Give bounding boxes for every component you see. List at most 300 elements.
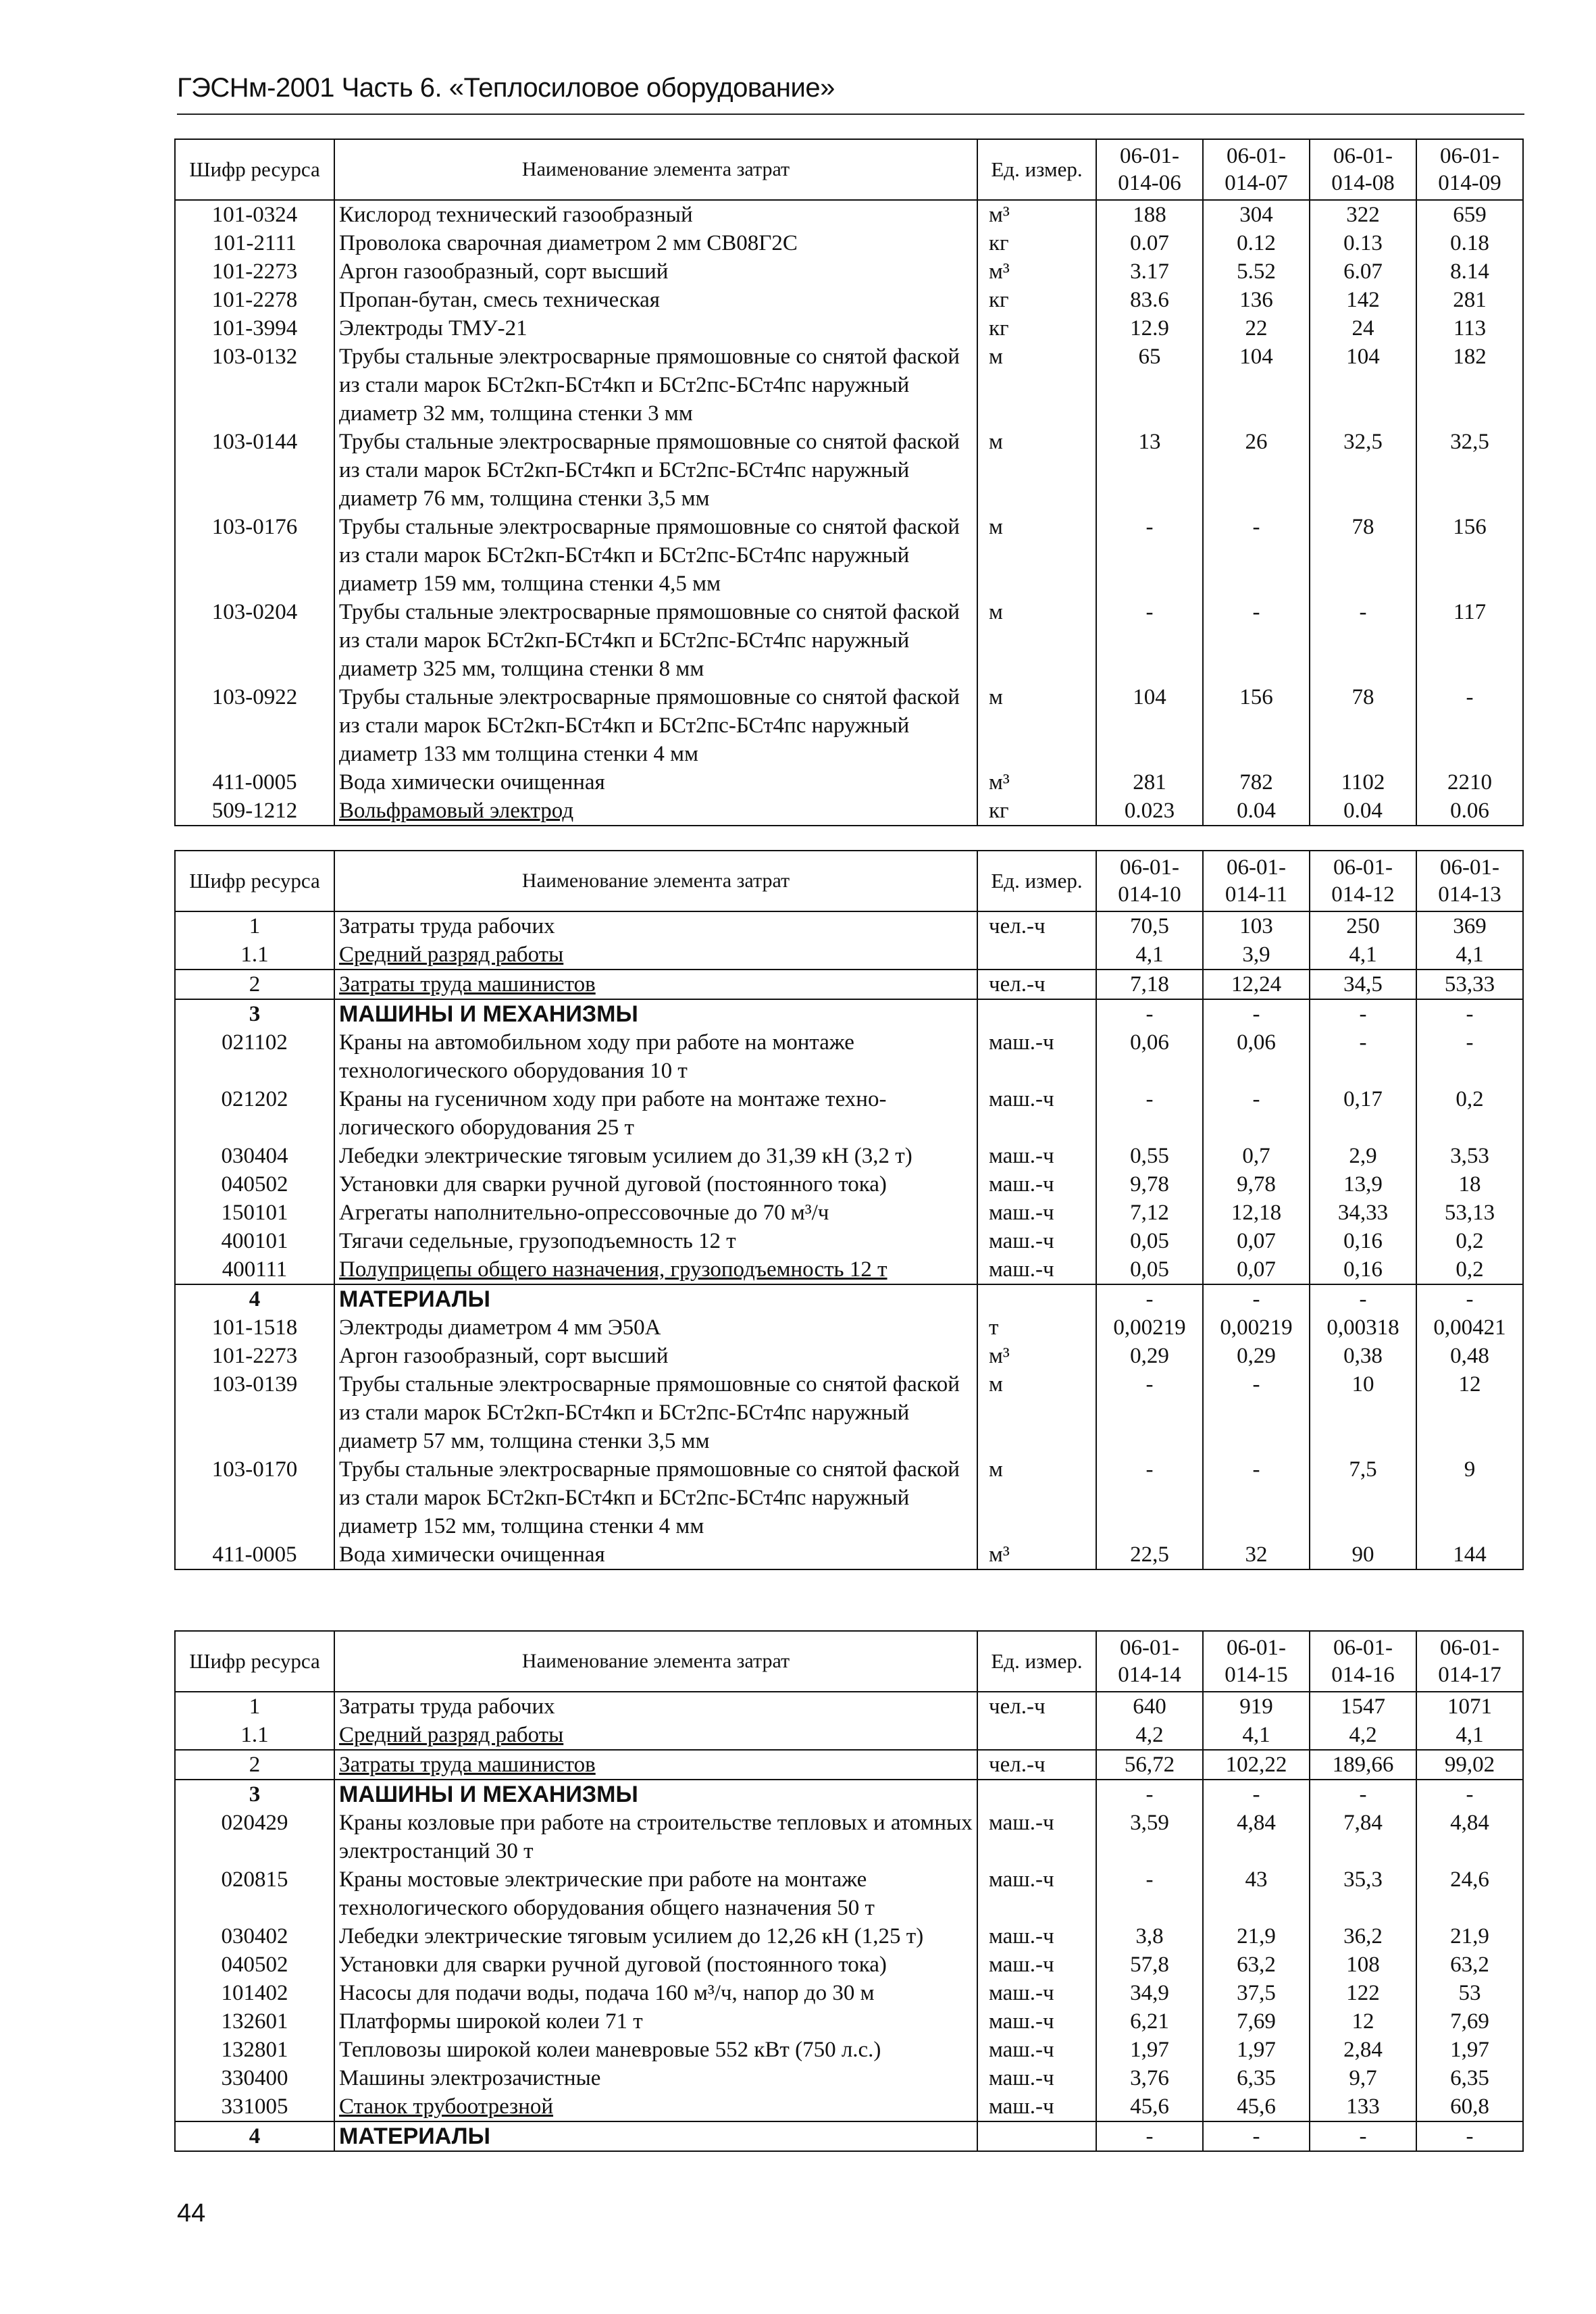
- table-row: [175, 2121, 1523, 2151]
- table-row: [175, 1342, 1523, 1370]
- value-cell: 6,21: [1096, 2007, 1203, 2036]
- value-cell: 104: [1203, 343, 1310, 428]
- value-cell: 0,06: [1096, 1028, 1203, 1085]
- resource-code: 021202: [175, 1085, 334, 1142]
- unit-cell: маш.-ч: [977, 1028, 1096, 1085]
- value-cell: 4,2: [1096, 1721, 1203, 1750]
- resource-name: Насосы для подачи воды, подача 160 м³/ч, напор до 30 м: [334, 1979, 977, 2007]
- unit-cell: маш.-ч: [977, 1922, 1096, 1951]
- value-cell: 0,29: [1096, 1342, 1203, 1370]
- unit-cell: кг: [977, 797, 1096, 826]
- header-unit: Ед. измер.: [977, 1631, 1096, 1692]
- resource-code: 103-0139: [175, 1370, 334, 1455]
- header-norm-code: 06-01-014-10: [1096, 851, 1203, 911]
- unit-cell: кг: [977, 286, 1096, 314]
- resource-name: Вода химически очищенная: [334, 768, 977, 797]
- unit-cell: маш.-ч: [977, 1809, 1096, 1865]
- value-cell: 1547: [1310, 1692, 1416, 1721]
- unit-cell: чел.-ч: [977, 970, 1096, 999]
- value-cell: -: [1203, 1780, 1310, 1809]
- table-row: [175, 1284, 1523, 1313]
- table-row: [175, 797, 1523, 826]
- resource-code: 4: [175, 1284, 334, 1313]
- table-row: [175, 1227, 1523, 1255]
- value-cell: 9,78: [1203, 1170, 1310, 1199]
- table-row: [175, 1170, 1523, 1199]
- unit-cell: т: [977, 1313, 1096, 1342]
- resource-name: Платформы широкой колеи 71 т: [334, 2007, 977, 2036]
- value-cell: 0.023: [1096, 797, 1203, 826]
- value-cell: 99,02: [1416, 1750, 1523, 1780]
- resource-code: 132601: [175, 2007, 334, 2036]
- header-code: Шифр ресурса: [175, 1631, 334, 1692]
- value-cell: 144: [1416, 1540, 1523, 1569]
- table-row: [175, 1028, 1523, 1085]
- value-cell: 12,24: [1203, 970, 1310, 999]
- value-cell: 322: [1310, 200, 1416, 229]
- value-cell: 2210: [1416, 768, 1523, 797]
- value-cell: 37,5: [1203, 1979, 1310, 2007]
- resource-name: Краны на автомобильном ходу при работе на монтаже технологического оборудования 10 т: [334, 1028, 977, 1085]
- resource-code: 411-0005: [175, 1540, 334, 1569]
- value-cell: 250: [1310, 911, 1416, 940]
- value-cell: 0,00219: [1203, 1313, 1310, 1342]
- value-cell: 188: [1096, 200, 1203, 229]
- unit-cell: [977, 999, 1096, 1028]
- value-cell: 182: [1416, 343, 1523, 428]
- value-cell: 0,00318: [1310, 1313, 1416, 1342]
- value-cell: 0,48: [1416, 1342, 1523, 1370]
- value-cell: -: [1416, 683, 1523, 768]
- table-row: [175, 2064, 1523, 2092]
- value-cell: 640: [1096, 1692, 1203, 1721]
- value-cell: 8.14: [1416, 257, 1523, 286]
- value-cell: -: [1203, 1085, 1310, 1142]
- value-cell: -: [1096, 1284, 1203, 1313]
- value-cell: 7,84: [1310, 1809, 1416, 1865]
- resource-code: 040502: [175, 1170, 334, 1199]
- value-cell: 2,84: [1310, 2036, 1416, 2064]
- value-cell: 0,2: [1416, 1085, 1523, 1142]
- value-cell: -: [1203, 999, 1310, 1028]
- table-row: [175, 286, 1523, 314]
- resource-name: Средний разряд работы: [334, 940, 977, 970]
- value-cell: 1071: [1416, 1692, 1523, 1721]
- value-cell: 0,7: [1203, 1142, 1310, 1170]
- page-header-title: ГЭСНм-2001 Часть 6. «Теплосиловое оборудование»: [177, 73, 835, 103]
- value-cell: 104: [1310, 343, 1416, 428]
- value-cell: -: [1203, 1284, 1310, 1313]
- value-cell: 189,66: [1310, 1750, 1416, 1780]
- table-row: [175, 940, 1523, 970]
- value-cell: 63,2: [1416, 1951, 1523, 1979]
- resource-name: Лебедки электрические тяговым усилием до 12,26 кН (1,25 т): [334, 1922, 977, 1951]
- resource-name: Краны на гусеничном ходу при работе на монтаже техно-логического оборудования 25 т: [334, 1085, 977, 1142]
- value-cell: 4,2: [1310, 1721, 1416, 1750]
- value-cell: -: [1310, 999, 1416, 1028]
- value-cell: 4,84: [1203, 1809, 1310, 1865]
- unit-cell: м: [977, 343, 1096, 428]
- header-norm-code: 06-01-014-09: [1416, 139, 1523, 200]
- value-cell: 9: [1416, 1455, 1523, 1540]
- unit-cell: чел.-ч: [977, 911, 1096, 940]
- table-row: [175, 343, 1523, 428]
- value-cell: 32,5: [1310, 428, 1416, 513]
- table-row: [175, 1540, 1523, 1569]
- value-cell: 24: [1310, 314, 1416, 343]
- resource-name: Станок трубоотрезной: [334, 2092, 977, 2121]
- resource-code: 021102: [175, 1028, 334, 1085]
- value-cell: 4,1: [1416, 940, 1523, 970]
- value-cell: -: [1416, 999, 1523, 1028]
- unit-cell: маш.-ч: [977, 1865, 1096, 1922]
- resource-code: 3: [175, 1780, 334, 1809]
- resource-name: Средний разряд работы: [334, 1721, 977, 1750]
- value-cell: 0,07: [1203, 1227, 1310, 1255]
- value-cell: 0,05: [1096, 1227, 1203, 1255]
- unit-cell: м³: [977, 200, 1096, 229]
- value-cell: -: [1416, 1780, 1523, 1809]
- value-cell: -: [1096, 999, 1203, 1028]
- resource-code: 1.1: [175, 1721, 334, 1750]
- resource-code: 030402: [175, 1922, 334, 1951]
- value-cell: 34,33: [1310, 1199, 1416, 1227]
- value-cell: 0,06: [1203, 1028, 1310, 1085]
- unit-cell: маш.-ч: [977, 2064, 1096, 2092]
- value-cell: 0,16: [1310, 1227, 1416, 1255]
- value-cell: 0,2: [1416, 1255, 1523, 1284]
- resource-name: Аргон газообразный, сорт высший: [334, 1342, 977, 1370]
- resource-code: 040502: [175, 1951, 334, 1979]
- value-cell: 0.07: [1096, 229, 1203, 257]
- table-row: [175, 1750, 1523, 1780]
- value-cell: 133: [1310, 2092, 1416, 2121]
- value-cell: 12,18: [1203, 1199, 1310, 1227]
- resource-name: Краны козловые при работе на строительстве тепловых и атомных электростанций 30 т: [334, 1809, 977, 1865]
- header-code: Шифр ресурса: [175, 851, 334, 911]
- resource-code: 030404: [175, 1142, 334, 1170]
- value-cell: 0.04: [1203, 797, 1310, 826]
- unit-cell: [977, 1780, 1096, 1809]
- value-cell: -: [1203, 1455, 1310, 1540]
- resource-name: Аргон газообразный, сорт высший: [334, 257, 977, 286]
- value-cell: 26: [1203, 428, 1310, 513]
- header-norm-code: 06-01-014-11: [1203, 851, 1310, 911]
- resource-code: 1.1: [175, 940, 334, 970]
- value-cell: 12: [1416, 1370, 1523, 1455]
- table-header-row: [175, 1631, 1523, 1692]
- value-cell: -: [1310, 1284, 1416, 1313]
- table-row: [175, 1922, 1523, 1951]
- header-norm-code: 06-01-014-14: [1096, 1631, 1203, 1692]
- resource-code: 101-2273: [175, 257, 334, 286]
- value-cell: -: [1310, 2121, 1416, 2151]
- resource-code: 331005: [175, 2092, 334, 2121]
- value-cell: 4,84: [1416, 1809, 1523, 1865]
- header-norm-code: 06-01-014-17: [1416, 1631, 1523, 1692]
- value-cell: 34,5: [1310, 970, 1416, 999]
- resource-code: 1: [175, 1692, 334, 1721]
- resource-name: Кислород технический газообразный: [334, 200, 977, 229]
- resource-name: Вода химически очищенная: [334, 1540, 977, 1569]
- value-cell: 22: [1203, 314, 1310, 343]
- value-cell: 4,1: [1096, 940, 1203, 970]
- resource-name: Трубы стальные электросварные прямошовные со снятой фаской из стали марок БСт2кп-БСт4кп и БСт2пс-БСт4пс наружный диаметр 32 мм, толщина стенки 3 мм: [334, 343, 977, 428]
- table-row: [175, 314, 1523, 343]
- unit-cell: маш.-ч: [977, 1085, 1096, 1142]
- unit-cell: маш.-ч: [977, 2007, 1096, 2036]
- header-name: Наименование элемента затрат: [334, 139, 977, 200]
- resource-name: Трубы стальные электросварные прямошовные со снятой фаской из стали марок БСт2кп-БСт4кп и БСт2пс-БСт4пс наружный диаметр 325 мм, толщина стенки 8 мм: [334, 598, 977, 683]
- unit-cell: маш.-ч: [977, 1199, 1096, 1227]
- table-row: [175, 2092, 1523, 2121]
- value-cell: 142: [1310, 286, 1416, 314]
- value-cell: -: [1203, 598, 1310, 683]
- value-cell: 117: [1416, 598, 1523, 683]
- value-cell: -: [1203, 513, 1310, 598]
- table-row: [175, 999, 1523, 1028]
- table-row: [175, 1199, 1523, 1227]
- value-cell: 90: [1310, 1540, 1416, 1569]
- unit-cell: м: [977, 1455, 1096, 1540]
- resource-code: 1: [175, 911, 334, 940]
- resource-code: 509-1212: [175, 797, 334, 826]
- unit-cell: чел.-ч: [977, 1750, 1096, 1780]
- table-row: [175, 1255, 1523, 1284]
- value-cell: 113: [1416, 314, 1523, 343]
- unit-cell: м: [977, 598, 1096, 683]
- unit-cell: [977, 940, 1096, 970]
- unit-cell: чел.-ч: [977, 1692, 1096, 1721]
- value-cell: 21,9: [1203, 1922, 1310, 1951]
- value-cell: 4,1: [1416, 1721, 1523, 1750]
- unit-cell: м³: [977, 768, 1096, 797]
- resource-code: 400111: [175, 1255, 334, 1284]
- table-row: [175, 428, 1523, 513]
- resource-name: Электроды диаметром 4 мм Э50А: [334, 1313, 977, 1342]
- value-cell: 0,55: [1096, 1142, 1203, 1170]
- cost-table-3: [174, 1630, 1524, 2152]
- cost-table-1: [174, 139, 1524, 826]
- value-cell: 3.17: [1096, 257, 1203, 286]
- resource-name: Проволока сварочная диаметром 2 мм СВ08Г2С: [334, 229, 977, 257]
- value-cell: 6,35: [1416, 2064, 1523, 2092]
- unit-cell: маш.-ч: [977, 1255, 1096, 1284]
- value-cell: 12: [1310, 2007, 1416, 2036]
- value-cell: 22,5: [1096, 1540, 1203, 1569]
- table-row: [175, 2036, 1523, 2064]
- resource-code: 132801: [175, 2036, 334, 2064]
- table-row: [175, 1370, 1523, 1455]
- table-row: [175, 1455, 1523, 1540]
- unit-cell: кг: [977, 314, 1096, 343]
- resource-name: Трубы стальные электросварные прямошовные со снятой фаской из стали марок БСт2кп-БСт4кп и БСт2пс-БСт4пс наружный диаметр 152 мм, толщина стенки 4 мм: [334, 1455, 977, 1540]
- resource-name: Электроды ТМУ-21: [334, 314, 977, 343]
- value-cell: 919: [1203, 1692, 1310, 1721]
- table-row: [175, 911, 1523, 940]
- value-cell: 0.12: [1203, 229, 1310, 257]
- table-row: [175, 683, 1523, 768]
- table-row: [175, 200, 1523, 229]
- header-norm-code: 06-01-014-16: [1310, 1631, 1416, 1692]
- value-cell: 0.06: [1416, 797, 1523, 826]
- resource-code: 103-0176: [175, 513, 334, 598]
- resource-code: 330400: [175, 2064, 334, 2092]
- table-row: [175, 1085, 1523, 1142]
- value-cell: 83.6: [1096, 286, 1203, 314]
- value-cell: -: [1310, 598, 1416, 683]
- resource-code: 101402: [175, 1979, 334, 2007]
- table-row: [175, 257, 1523, 286]
- value-cell: 7,18: [1096, 970, 1203, 999]
- header-norm-code: 06-01-014-13: [1416, 851, 1523, 911]
- value-cell: 13,9: [1310, 1170, 1416, 1199]
- resource-code: 103-0170: [175, 1455, 334, 1540]
- value-cell: 6,35: [1203, 2064, 1310, 2092]
- unit-cell: м: [977, 428, 1096, 513]
- value-cell: -: [1096, 1455, 1203, 1540]
- header-norm-code: 06-01-014-15: [1203, 1631, 1310, 1692]
- resource-name: Затраты труда машинистов: [334, 970, 977, 999]
- value-cell: 3,59: [1096, 1809, 1203, 1865]
- value-cell: -: [1096, 1865, 1203, 1922]
- header-code: Шифр ресурса: [175, 139, 334, 200]
- table-row: [175, 2007, 1523, 2036]
- value-cell: 34,9: [1096, 1979, 1203, 2007]
- table-row: [175, 1951, 1523, 1979]
- value-cell: 21,9: [1416, 1922, 1523, 1951]
- resource-code: 101-2278: [175, 286, 334, 314]
- resource-name: Установки для сварки ручной дуговой (постоянного тока): [334, 1170, 977, 1199]
- value-cell: 3,8: [1096, 1922, 1203, 1951]
- value-cell: 7,12: [1096, 1199, 1203, 1227]
- value-cell: 7,69: [1416, 2007, 1523, 2036]
- value-cell: -: [1096, 1370, 1203, 1455]
- value-cell: 0,38: [1310, 1342, 1416, 1370]
- unit-cell: кг: [977, 229, 1096, 257]
- value-cell: 56,72: [1096, 1750, 1203, 1780]
- value-cell: -: [1416, 1284, 1523, 1313]
- resource-code: 101-2111: [175, 229, 334, 257]
- table-row: [175, 970, 1523, 999]
- value-cell: 9,78: [1096, 1170, 1203, 1199]
- resource-name: Трубы стальные электросварные прямошовные со снятой фаской из стали марок БСт2кп-БСт4кп и БСт2пс-БСт4пс наружный диаметр 133 мм толщина стенки 4 мм: [334, 683, 977, 768]
- value-cell: 156: [1203, 683, 1310, 768]
- resource-code: 2: [175, 970, 334, 999]
- value-cell: 10: [1310, 1370, 1416, 1455]
- value-cell: 65: [1096, 343, 1203, 428]
- value-cell: 1102: [1310, 768, 1416, 797]
- value-cell: 104: [1096, 683, 1203, 768]
- resource-name: МАШИНЫ И МЕХАНИЗМЫ: [334, 999, 977, 1028]
- resource-code: 150101: [175, 1199, 334, 1227]
- resource-code: 2: [175, 1750, 334, 1780]
- table-row: [175, 1865, 1523, 1922]
- table-header-row: [175, 139, 1523, 200]
- table-row: [175, 1142, 1523, 1170]
- resource-name: Агрегаты наполнительно-опрессовочные до 70 м³/ч: [334, 1199, 977, 1227]
- value-cell: 45,6: [1096, 2092, 1203, 2121]
- value-cell: 0,07: [1203, 1255, 1310, 1284]
- value-cell: 156: [1416, 513, 1523, 598]
- resource-name: Затраты труда рабочих: [334, 1692, 977, 1721]
- value-cell: 3,9: [1203, 940, 1310, 970]
- value-cell: 7,69: [1203, 2007, 1310, 2036]
- value-cell: 32,5: [1416, 428, 1523, 513]
- unit-cell: маш.-ч: [977, 1170, 1096, 1199]
- unit-cell: м³: [977, 1540, 1096, 1569]
- unit-cell: [977, 1721, 1096, 1750]
- value-cell: 3,53: [1416, 1142, 1523, 1170]
- unit-cell: маш.-ч: [977, 2092, 1096, 2121]
- header-norm-code: 06-01-014-06: [1096, 139, 1203, 200]
- resource-name: МАТЕРИАЛЫ: [334, 2121, 977, 2151]
- value-cell: 1,97: [1203, 2036, 1310, 2064]
- value-cell: 136: [1203, 286, 1310, 314]
- header-norm-code: 06-01-014-08: [1310, 139, 1416, 200]
- value-cell: -: [1203, 1370, 1310, 1455]
- resource-code: 101-3994: [175, 314, 334, 343]
- resource-name: Тепловозы широкой колеи маневровые 552 кВт (750 л.с.): [334, 2036, 977, 2064]
- resource-name: Машины электрозачистные: [334, 2064, 977, 2092]
- unit-cell: м³: [977, 1342, 1096, 1370]
- value-cell: 0,17: [1310, 1085, 1416, 1142]
- value-cell: 3,76: [1096, 2064, 1203, 2092]
- value-cell: 53: [1416, 1979, 1523, 2007]
- value-cell: 281: [1416, 286, 1523, 314]
- value-cell: -: [1096, 1085, 1203, 1142]
- table-row: [175, 768, 1523, 797]
- resource-name: Лебедки электрические тяговым усилием до 31,39 кН (3,2 т): [334, 1142, 977, 1170]
- resource-code: 103-0204: [175, 598, 334, 683]
- table-row: [175, 1979, 1523, 2007]
- value-cell: 60,8: [1416, 2092, 1523, 2121]
- table-row: [175, 1809, 1523, 1865]
- resource-name: Затраты труда рабочих: [334, 911, 977, 940]
- table-row: [175, 513, 1523, 598]
- value-cell: 1,97: [1416, 2036, 1523, 2064]
- value-cell: 70,5: [1096, 911, 1203, 940]
- value-cell: 6.07: [1310, 257, 1416, 286]
- resource-code: 101-1518: [175, 1313, 334, 1342]
- unit-cell: маш.-ч: [977, 1227, 1096, 1255]
- value-cell: 35,3: [1310, 1865, 1416, 1922]
- value-cell: 7,5: [1310, 1455, 1416, 1540]
- value-cell: 53,33: [1416, 970, 1523, 999]
- resource-name: Тягачи седельные, грузоподъемность 12 т: [334, 1227, 977, 1255]
- resource-name: Затраты труда машинистов: [334, 1750, 977, 1780]
- resource-code: 400101: [175, 1227, 334, 1255]
- page-number: 44: [177, 2199, 206, 2228]
- unit-cell: м³: [977, 257, 1096, 286]
- value-cell: 0,16: [1310, 1255, 1416, 1284]
- resource-name: Пропан-бутан, смесь техническая: [334, 286, 977, 314]
- value-cell: -: [1416, 1028, 1523, 1085]
- value-cell: -: [1416, 2121, 1523, 2151]
- table-row: [175, 1692, 1523, 1721]
- value-cell: 9,7: [1310, 2064, 1416, 2092]
- resource-code: 103-0144: [175, 428, 334, 513]
- resource-name: Трубы стальные электросварные прямошовные со снятой фаской из стали марок БСт2кп-БСт4кп и БСт2пс-БСт4пс наружный диаметр 76 мм, толщина стенки 3,5 мм: [334, 428, 977, 513]
- value-cell: 24,6: [1416, 1865, 1523, 1922]
- value-cell: 57,8: [1096, 1951, 1203, 1979]
- resource-code: 101-0324: [175, 200, 334, 229]
- value-cell: 53,13: [1416, 1199, 1523, 1227]
- value-cell: 122: [1310, 1979, 1416, 2007]
- value-cell: 12.9: [1096, 314, 1203, 343]
- value-cell: -: [1096, 513, 1203, 598]
- resource-name: Трубы стальные электросварные прямошовные со снятой фаской из стали марок БСт2кп-БСт4кп и БСт2пс-БСт4пс наружный диаметр 57 мм, толщина стенки 3,5 мм: [334, 1370, 977, 1455]
